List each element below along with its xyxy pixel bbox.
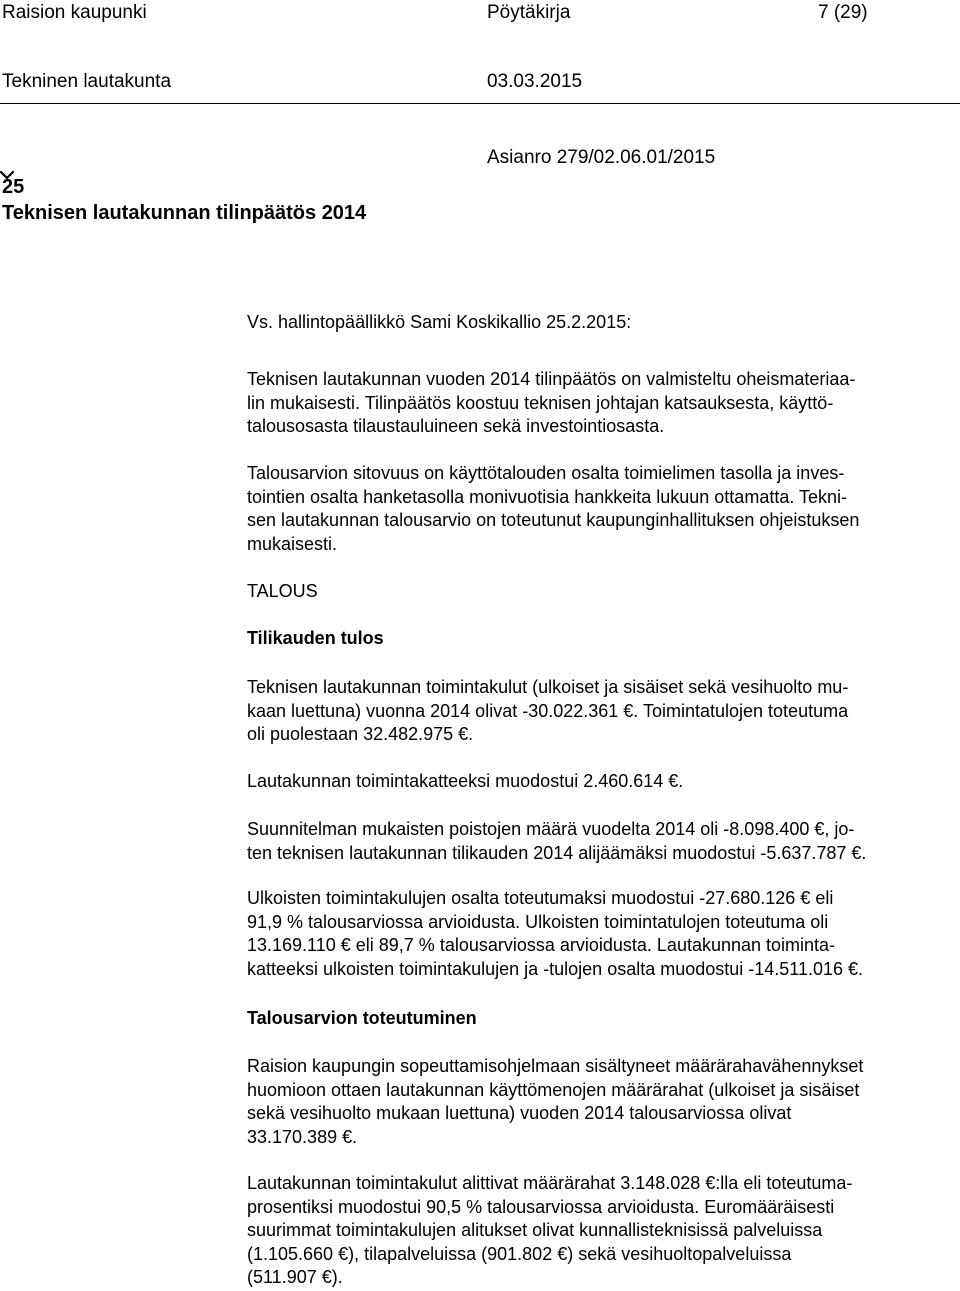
subsection-heading: Tilikauden tulos [247,628,384,648]
text-line: sekä vesihuolto mukaan luettuna) vuoden 2014 talousarviossa olivat [247,1103,792,1123]
paragraph-underspend [247,1172,959,1290]
header-divider [0,103,960,104]
text-line: (1.105.660 €), tilapalveluissa (901.802 €) sekä vesihuoltopalveluissa [247,1243,792,1264]
text-line: Raision kaupungin sopeuttamisohjelmaan sisältyneet määrärahavähennykset [247,1056,864,1076]
paragraph-preparation [247,368,959,439]
text-line: prosentiksi muodostui 90,5 % talousarviossa arvioidusta. Euromääräisesti [247,1196,835,1217]
text-line: Teknisen lautakunnan vuoden 2014 tilinpäätös on valmisteltu oheismateriaa- [247,369,856,389]
record-number: Asianro 279/02.06.01/2015 [487,147,716,168]
text-line: Lautakunnan toimintakulut alittivat määrärahat 3.148.028 €:lla eli toteutuma- [247,1173,853,1193]
text-line: talousosasta tilaustauluineen sekä investointiosasta. [247,416,665,436]
paragraph-operating-costs [247,676,959,747]
author-line [247,311,959,335]
page-number: 7 (29) [818,2,868,23]
text-line: lin mukaisesti. Tilinpäätös koostuu teknisen johtajan katsauksesta, käyttö- [247,392,834,413]
text-line: Suunnitelman mukaisten poistojen määrä vuodelta 2014 oli -8.098.400 €, jo- [247,819,855,839]
item-title: Teknisen lautakunnan tilinpäätös 2014 [2,202,367,224]
text-line: (511.907 €). [247,1267,343,1287]
heading-talous [247,580,959,604]
text-line: suurimmat toimintakulujen alitukset olivat kunnallisteknisissä palveluissa [247,1220,823,1240]
document-type: Pöytäkirja [487,2,571,23]
item-number: 25 [2,176,25,198]
paragraph-binding [247,462,959,556]
text-line: huomioon ottaen lautakunnan käyttömenojen määrärahat (ulkoiset ja sisäiset [247,1079,860,1100]
paragraph-depreciation [247,818,959,865]
section-heading: TALOUS [247,581,318,601]
organization-name: Raision kaupunki [2,2,147,23]
text-line: 13.169.110 € eli 89,7 % talousarviossa arvioidusta. Lautakunnan toiminta- [247,935,836,955]
subsection-heading: Talousarvion toteutuminen [247,1008,477,1028]
text-line: 33.170.389 €. [247,1126,358,1147]
text-line: mukaisesti. [247,533,338,554]
text-line: sen lautakunnan talousarvio on toteutunut kaupunginhallituksen ohjeistuksen [247,510,860,530]
text-line: Vs. hallintopäällikkö Sami Koskikallio 25.2.2015: [247,312,632,332]
meeting-date: 03.03.2015 [487,71,583,92]
text-line: Talousarvion sitovuus on käyttötalouden osalta toimielimen tasolla ja inves- [247,463,845,483]
text-line: 91,9 % talousarviossa arvioidusta. Ulkoisten toimintatulojen toteutuma oli [247,911,829,932]
text-line: oli puolestaan 32.482.975 €. [247,724,474,744]
heading-talousarvion-toteutuminen [247,1007,959,1031]
heading-tilikauden-tulos [247,627,959,651]
paragraph-external [247,887,959,981]
paragraph-margin [247,770,959,794]
text-line: Teknisen lautakunnan toimintakulut (ulkoiset ja sisäiset sekä vesihuolto mu- [247,677,849,697]
text-line: kaan luettuna) vuonna 2014 olivat -30.022.361 €. Toimintatulojen toteutuma [247,700,849,721]
committee-name: Tekninen lautakunta [2,71,172,92]
text-line: ten teknisen lautakunnan tilikauden 2014 alijäämäksi muodostui -5.637.787 €. [247,842,867,863]
text-line: Lautakunnan toimintakatteeksi muodostui 2.460.614 €. [247,771,684,791]
text-line: katteeksi ulkoisten toimintakulujen ja -tulojen osalta muodostui -14.511.016 €. [247,958,864,979]
text-line: Ulkoisten toimintakulujen osalta toteutumaksi muodostui -27.680.126 € eli [247,888,834,908]
paragraph-appropriations [247,1055,959,1149]
text-line: tointien osalta hanketasolla monivuotisia hankkeita lukuun ottamatta. Tekni- [247,486,848,507]
